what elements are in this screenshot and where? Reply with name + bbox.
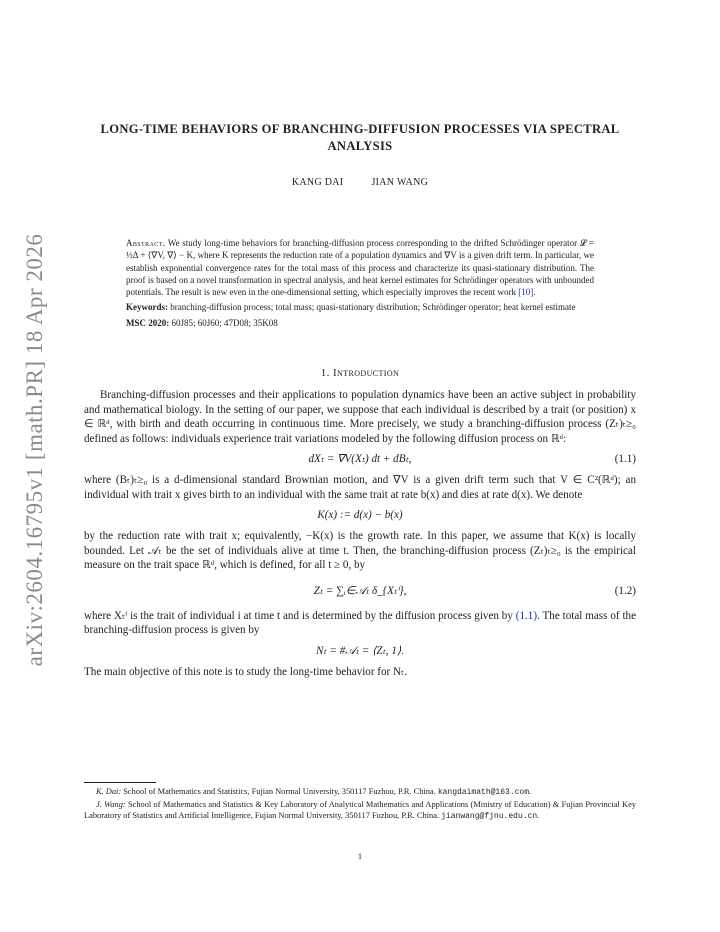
abstract-block bbox=[126, 237, 594, 332]
msc-line bbox=[126, 317, 594, 329]
equation-reference-link[interactable]: (1.1) bbox=[515, 609, 538, 622]
footnote-author-1: K. Dai: School of Mathematics and Statistics, Fujian Normal University, 350117 Fuzhou, P.R. China. kangdaimath@163.com. bbox=[96, 787, 532, 797]
author-list bbox=[84, 177, 636, 188]
keywords-line bbox=[126, 301, 594, 313]
footnote-divider bbox=[84, 782, 156, 783]
equation-1-2 bbox=[84, 573, 636, 609]
author-name: JIAN WANG bbox=[371, 177, 429, 188]
author-email[interactable]: kangdaimath@163.com bbox=[437, 788, 530, 797]
equation-number: (1.1) bbox=[614, 453, 636, 465]
msc-label: MSC 2020: bbox=[126, 317, 170, 328]
equation-text: dXₜ = ∇V(Xₜ) dt + dBₜ, bbox=[308, 453, 412, 465]
abstract-paragraph: Abstract. We study long-time behaviors for branching-diffusion process corresponding to the drifted Schrödinger operator 𝓛 = ½Δ + ⟨∇V, ∇⟩ − K, where K represents the reduction rate of a population dynamics and ∇V is a given drift term. In particular, we establish exponential convergence rates for the total mass of this process and characterize its quasi-stationary distribution. The proof is based on a novel transformation in spectral analysis, and heat kernel estimates for Schrödinger operators with unbounded potentials. The result is new even in the one-dimensional setting, which especially improves the recent work [10]. bbox=[126, 238, 594, 298]
abstract-citation-link[interactable]: [10] bbox=[518, 287, 534, 298]
equation-number: (1.2) bbox=[614, 584, 636, 597]
equation-k-definition bbox=[84, 502, 636, 529]
section-heading: 1. Introduction bbox=[320, 367, 400, 379]
abstract-label: Abstract. bbox=[126, 238, 166, 248]
author-name: KANG DAI bbox=[291, 177, 344, 188]
equation-1-1 bbox=[84, 446, 636, 473]
equation-text: Zₜ = ∑ᵢ∈𝒜ₜ δ_{Xₜⁱ}, bbox=[313, 584, 407, 597]
abstract-text: We study long-time behaviors for branching-diffusion process corresponding to the drifted Schrödinger operator 𝓛 = ½Δ + ⟨∇V, ∇⟩ − K, where K represents the reduction rate of a population dynamics and ∇V is a given drift term. In particular, we establish exponential convergence rates for the total mass of this process and characterize its quasi-stationary distribution. The proof is based on a novel transformation in spectral analysis, and heat kernel estimates for Schrödinger operators with unbounded potentials. The result is new even in the one-dimensional setting, which especially improves the recent work bbox=[126, 238, 594, 298]
introduction-body bbox=[84, 388, 636, 679]
body-paragraph: Branching-diffusion processes and their applications to population dynamics have been an active subject in probability and mathematical biology. In the setting of our paper, we suppose that each individual is described by a trait (or position) x ∈ ℝᵈ, with birth and death occurring in continuous time. More precisely, we study a branching-diffusion process (Zₜ)ₜ≥₀ defined as follows: individuals experience trait variations modeled by the following diffusion process on ℝᵈ: bbox=[84, 389, 636, 445]
keywords-label: Keywords: bbox=[126, 302, 168, 313]
footnote-author-2: J. Wang: School of Mathematics and Statistics & Key Laboratory of Analytical Mathematics and Applications (Ministry of Education) & Fujian Provincial Key Laboratory of Statistics and Artificial Intelligence, Fujian Normal University, 350117 Fuzhou, P.R. China. jianwang@fjnu.edu.cn. bbox=[84, 799, 637, 821]
body-paragraph: where Xₜⁱ is the trait of individual i at time t and is determined by the diffusion process given by (1.1). The total mass of the branching-diffusion process is given by bbox=[84, 609, 636, 636]
body-paragraph: The main objective of this note is to study the long-time behavior for Nₜ. bbox=[84, 665, 408, 678]
equation-text: Nₜ = #𝒜ₜ = ⟨Zₜ, 1⟩. bbox=[315, 644, 404, 657]
body-paragraph: by the reduction rate with trait x; equivalently, −K(x) is the growth rate. In this paper, we assume that K(x) is locally bounded. Let 𝒜ₜ be the set of individuals alive at time t. Then, the branching-diffusion process (Zₜ)ₜ≥₀ is the empirical measure on the trait space ℝᵈ, which is defined, for all t ≥ 0, by bbox=[84, 530, 636, 571]
author-email[interactable]: jianwang@fjnu.edu.cn bbox=[441, 812, 538, 821]
arxiv-identifier-text: arXiv:2604.16795v1 [math.PR] 18 Apr 2026 bbox=[22, 233, 47, 667]
paper-title: LONG-TIME BEHAVIORS OF BRANCHING-DIFFUSION PROCESSES VIA SPECTRAL ANALYSIS bbox=[100, 122, 620, 153]
keywords-text: branching-diffusion process; total mass; quasi-stationary distribution; Schrödinger operator; heat kernel estimate bbox=[168, 302, 576, 313]
arxiv-identifier-stamp bbox=[22, 233, 48, 667]
msc-text: 60J85; 60J60; 47D08; 35K08 bbox=[169, 317, 278, 328]
equation-total-mass bbox=[84, 638, 636, 665]
body-paragraph: where (Bₜ)ₜ≥₀ is a d-dimensional standard Brownian motion, and ∇V is a given drift term such that V ∈ C²(ℝᵈ); an individual with trait x gives birth to an individual with the same trait at rate b(x) and dies at rate d(x). We denote bbox=[84, 474, 636, 501]
page-number: 1 bbox=[357, 852, 363, 861]
equation-text: K(x) := d(x) − b(x) bbox=[317, 509, 403, 521]
footnotes bbox=[84, 786, 636, 823]
